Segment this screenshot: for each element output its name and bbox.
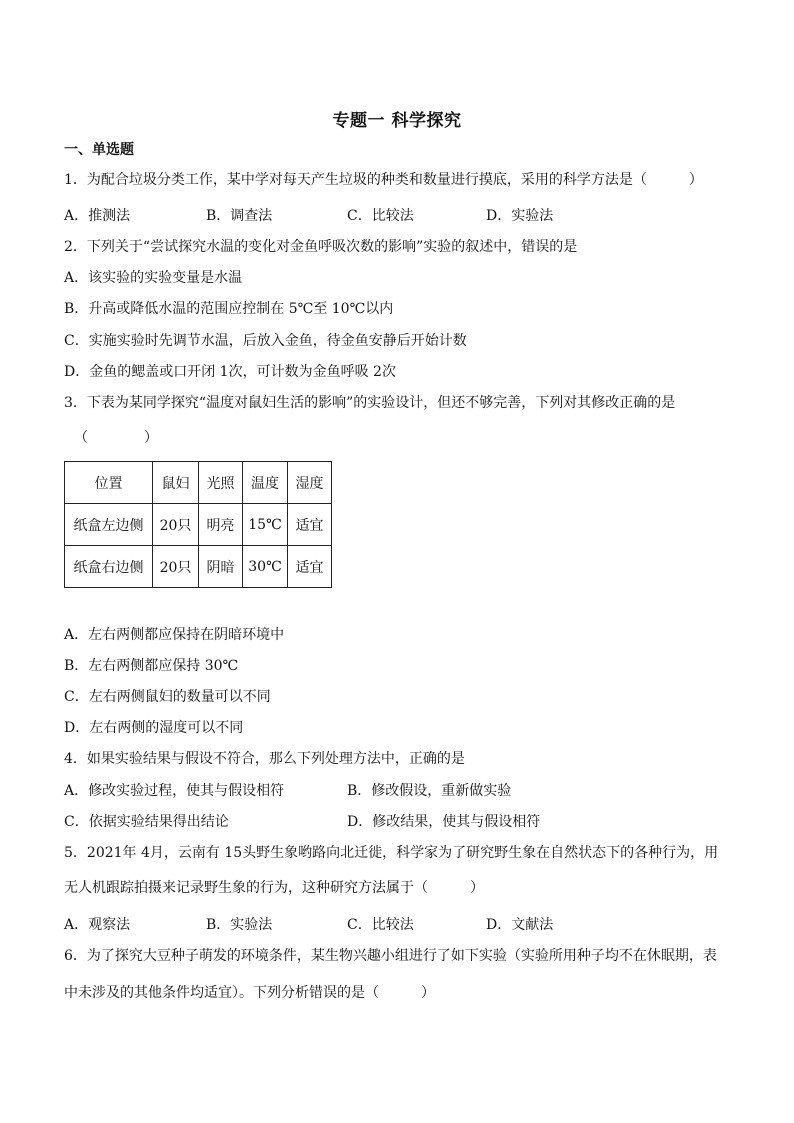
section-heading: 一、单选题 (64, 142, 134, 158)
table-header: 湿度 (288, 462, 332, 504)
table-cell: 15℃ (243, 504, 288, 546)
q4-option-d[interactable]: D．修改结果，使其与假设相符 (347, 814, 541, 830)
q4-stem: 4．如果实验结果与假设不符合，那么下列处理方法中，正确的是 (64, 751, 465, 767)
q3-answer-blank: （ ） (74, 430, 158, 446)
q5-option-a[interactable]: A．观察法 (64, 917, 131, 933)
q2-option-b[interactable]: B．升高或降低水温的范围应控制在 5℃至 10℃以内 (64, 301, 394, 317)
q2-option-d[interactable]: D．金鱼的鳃盖或口开闭 1次，可计数为金鱼呼吸 2次 (64, 364, 396, 380)
table-cell: 纸盒右边侧 (65, 546, 153, 588)
table-cell: 明亮 (199, 504, 243, 546)
table-header: 温度 (243, 462, 288, 504)
q5-stem: 5．2021年 4月，云南有 15头野生象哟路向北迁徙，科学家为了研究野生象在自然状态下的各种行为，用 (64, 845, 719, 861)
table-row (65, 504, 332, 546)
q6-stem: 6．为了探究大豆种子萌发的环境条件，某生物兴趣小组进行了如下实验（实验所用种子均不在休眠期，表 (64, 948, 717, 964)
q1-option-a[interactable]: A．推测法 (64, 208, 131, 224)
experiment-table (64, 461, 332, 588)
table-cell: 20只 (153, 546, 199, 588)
table-header: 位置 (65, 462, 153, 504)
q1-option-d[interactable]: D．实验法 (486, 208, 554, 224)
q1-option-b[interactable]: B．调查法 (206, 208, 273, 224)
q1-option-c[interactable]: C．比较法 (347, 208, 414, 224)
table-cell: 30℃ (243, 546, 288, 588)
q5-option-b[interactable]: B．实验法 (206, 917, 273, 933)
table-row (65, 546, 332, 588)
q1-stem: 1．为配合垃圾分类工作，某中学对每天产生垃圾的种类和数量进行摸底，采用的科学方法是（ ） (64, 172, 703, 188)
page-title: 专题一 科学探究 (332, 111, 462, 131)
q3-option-d[interactable]: D．左右两侧的湿度可以不同 (64, 720, 244, 736)
q5-stem-continued: 无人机跟踪拍摄来记录野生象的行为，这种研究方法属于（ ） (64, 880, 484, 896)
table-cell: 适宜 (288, 504, 332, 546)
q5-option-c[interactable]: C．比较法 (347, 917, 414, 933)
table-cell: 阴暗 (199, 546, 243, 588)
table-header-row (65, 462, 332, 504)
q3-option-b[interactable]: B．左右两侧都应保持 30℃ (64, 658, 239, 674)
q3-stem: 3．下表为某同学探究“温度对鼠妇生活的影响”的实验设计，但还不够完善，下列对其修改正确的是 (64, 395, 676, 411)
table-header: 鼠妇 (153, 462, 199, 504)
q3-option-c[interactable]: C．左右两侧鼠妇的数量可以不同 (64, 689, 271, 705)
table-header: 光照 (199, 462, 243, 504)
table-cell: 纸盒左边侧 (65, 504, 153, 546)
table-cell: 20只 (153, 504, 199, 546)
q5-option-d[interactable]: D．文献法 (486, 917, 554, 933)
q2-option-c[interactable]: C．实施实验时先调节水温，后放入金鱼，待金鱼安静后开始计数 (64, 333, 467, 349)
q4-option-b[interactable]: B．修改假设，重新做实验 (347, 783, 512, 799)
q6-stem-continued: 中未涉及的其他条件均适宜）。下列分析错误的是（ ） (64, 985, 435, 1001)
q2-option-a[interactable]: A．该实验的实验变量是水温 (64, 270, 243, 286)
q3-option-a[interactable]: A．左右两侧都应保持在阴暗环境中 (64, 627, 285, 643)
q4-option-a[interactable]: A．修改实验过程，使其与假设相符 (64, 783, 285, 799)
q4-option-c[interactable]: C．依据实验结果得出结论 (64, 814, 229, 830)
table-cell: 适宜 (288, 546, 332, 588)
q2-stem: 2．下列关于“尝试探究水温的变化对金鱼呼吸次数的影响”实验的叙述中，错误的是 (64, 239, 578, 255)
